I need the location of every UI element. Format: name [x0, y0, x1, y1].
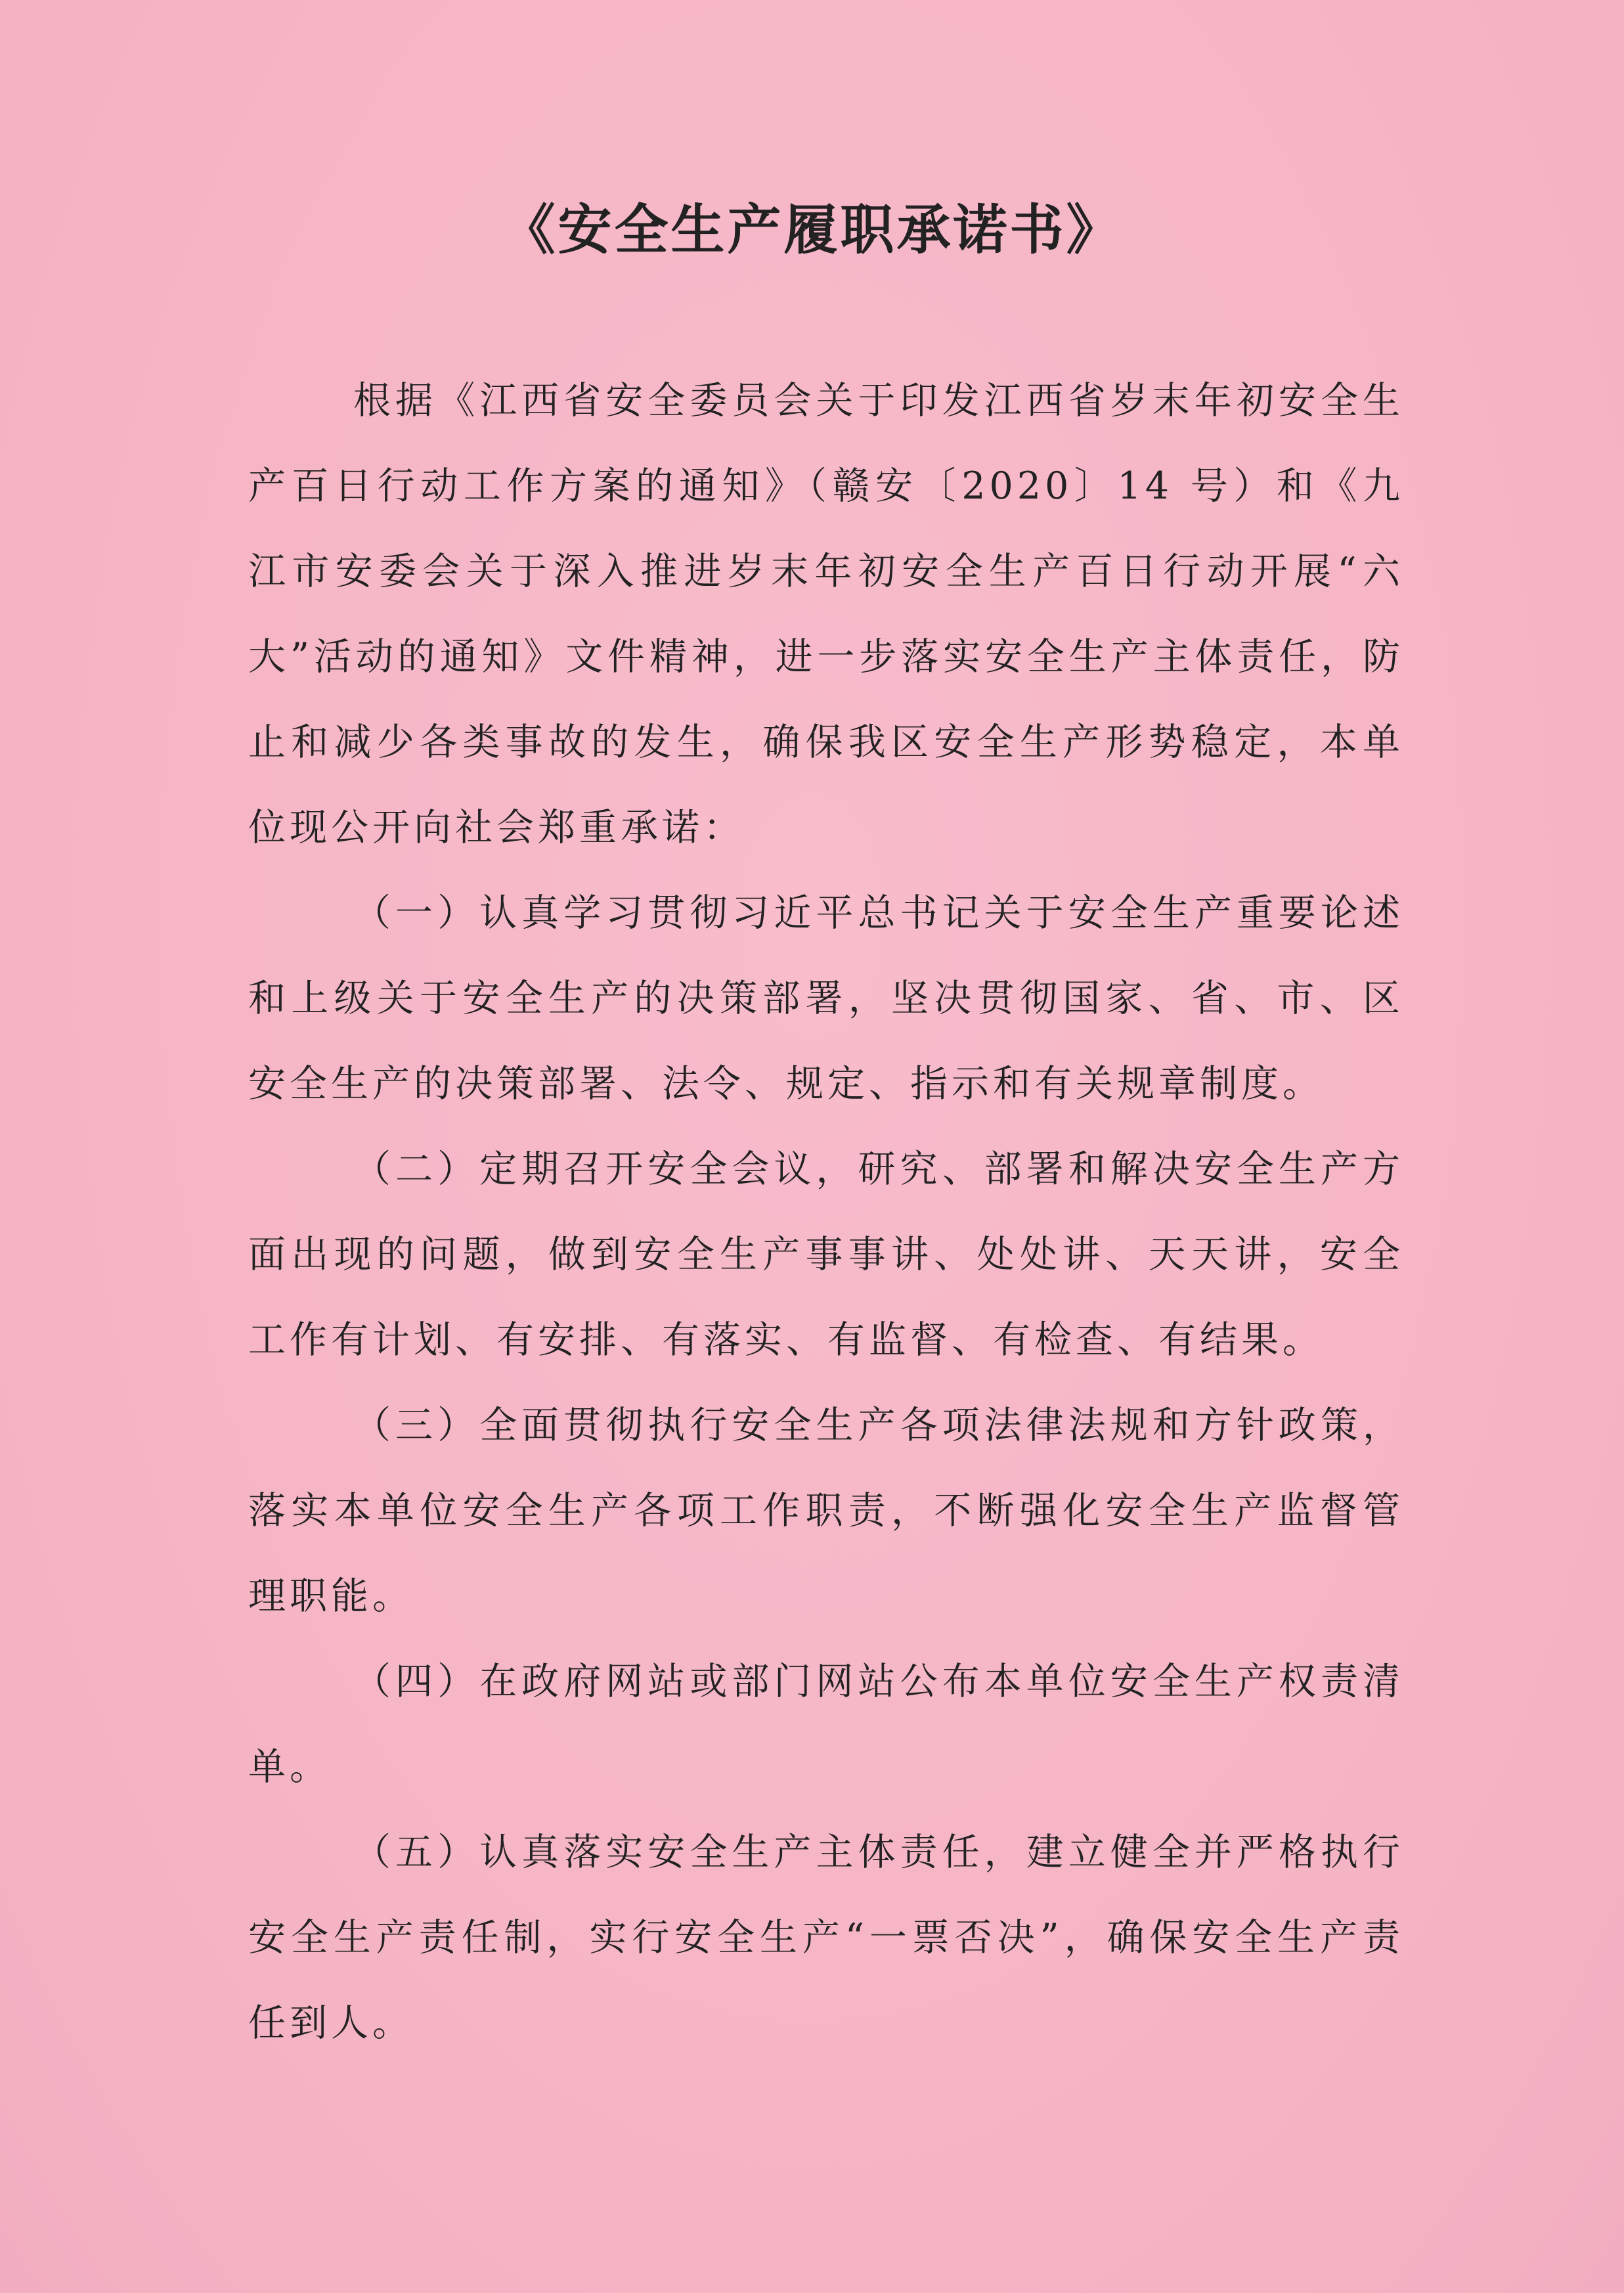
paragraph-item-3: （三）全面贯彻执行安全生产各项法律法规和方针政策，落实本单位安全生产各项工作职责，不断强化安全生产监督管理职能。 — [248, 1404, 1404, 1618]
paragraph-item-5: （五）认真落实安全生产主体责任，建立健全并严格执行安全生产责任制，实行安全生产“一票否决”，确保安全生产责任到人。 — [248, 1831, 1404, 2045]
document-body — [248, 358, 1404, 2066]
paragraph-item-1: （一）认真学习贯彻习近平总书记关于安全生产重要论述和上级关于安全生产的决策部署，坚决贯彻国家、省、市、区安全生产的决策部署、法令、规定、指示和有关规章制度。 — [248, 891, 1404, 1105]
paragraph-intro: 根据《江西省安全委员会关于印发江西省岁末年初安全生产百日行动工作方案的通知》（赣安〔2020〕14 号）和《九江市安委会关于深入推进岁末年初安全生产百日行动开展“六大”活动的通知》文件精神，进一步落实安全生产主体责任，防止和减少各类事故的发生，确保我区安全生产形势稳定，本单位现公开向社会郑重承诺： — [248, 379, 1404, 849]
paragraph-item-2: （二）定期召开安全会议，研究、部署和解决安全生产方面出现的问题，做到安全生产事事讲、处处讲、天天讲，安全工作有计划、有安排、有落实、有监督、有检查、有结果。 — [248, 1147, 1404, 1362]
paragraph-item-4: （四）在政府网站或部门网站公布本单位安全生产权责清单。 — [248, 1660, 1404, 1789]
document-title: 《安全生产履职承诺书》 — [501, 198, 1123, 261]
